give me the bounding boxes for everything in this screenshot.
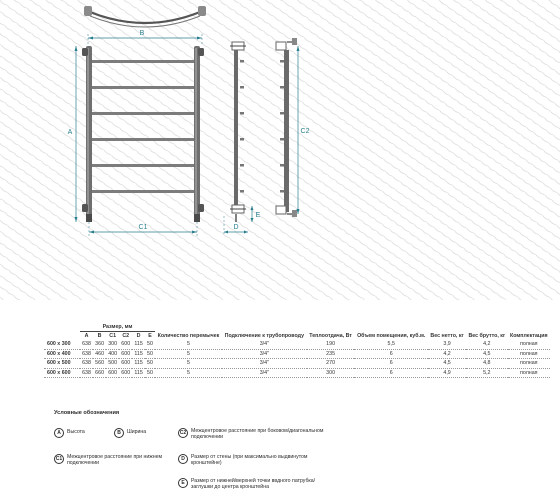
size-cell: 600 x 400: [47, 350, 71, 357]
legend-item-c1: [54, 454, 164, 466]
dim-cell: 460: [95, 350, 105, 357]
value-cell: 4,9: [443, 369, 451, 376]
col-header-net-weight: Вес нетто, кг: [430, 333, 464, 340]
dim-cell: 638: [82, 369, 91, 376]
value-cell: 3/4": [259, 360, 269, 367]
dim-label-c2: C2: [300, 128, 310, 135]
col-header-kit: Комплектация: [509, 333, 548, 340]
legend-text: Ширина: [127, 429, 147, 435]
legend: [54, 410, 354, 504]
size-cell: 600 x 600: [47, 369, 71, 376]
dim-label-c1: C1: [138, 224, 148, 231]
value-cell: 5,2: [483, 369, 491, 376]
value-cell: 4,2: [483, 341, 491, 348]
dim-cell: 400: [108, 350, 118, 357]
value-cell: полная: [520, 341, 538, 348]
table-row: [44, 359, 550, 368]
col-header-crossbars: Количество перемычек: [157, 333, 220, 340]
value-cell: 5: [186, 360, 190, 367]
size-cell: 600 x 300: [47, 341, 71, 348]
dim-cell: 500: [108, 360, 118, 367]
value-cell: 5: [186, 350, 190, 357]
dim-cell: 660: [95, 369, 105, 376]
value-cell: полная: [520, 350, 538, 357]
dim-cell: 115: [134, 341, 143, 348]
dim-cell: 638: [82, 350, 91, 357]
legend-text: Межцентровое расстояние при нижнем подключении: [67, 454, 163, 467]
subheader-e: E: [145, 332, 155, 341]
legend-item-b: [114, 428, 146, 438]
table-row: [44, 349, 550, 358]
legend-key: C2: [179, 430, 187, 436]
dim-cell: 600: [108, 369, 118, 376]
value-cell: 3,9: [443, 341, 451, 348]
dim-cell: 638: [82, 360, 91, 367]
legend-key: D: [178, 454, 188, 464]
legend-text: Межцентровое расстояние при боковом/диагональном подключении: [191, 428, 324, 441]
subheader-d: D: [132, 332, 145, 341]
value-cell: 4,2: [443, 350, 451, 357]
dim-cell: 115: [134, 350, 143, 357]
legend-key: C1: [55, 456, 63, 462]
value-cell: 235: [326, 350, 336, 357]
value-cell: 5,5: [387, 341, 395, 348]
dim-cell: 600: [121, 350, 131, 357]
dim-label-b: B: [139, 30, 145, 37]
dim-label-e: E: [255, 212, 261, 219]
legend-key: A: [54, 428, 64, 438]
col-header-heat-output: Теплоотдача, Вт: [309, 333, 352, 340]
dim-cell: 600: [121, 341, 131, 348]
legend-text: Высота: [67, 429, 85, 435]
value-cell: 5: [186, 369, 190, 376]
dim-cell: 638: [82, 341, 91, 348]
value-cell: 3/4": [259, 350, 269, 357]
col-header-room-volume: Объем помещения, куб.м.: [357, 333, 426, 340]
spec-table-header-row: [44, 323, 550, 332]
dim-cell: 115: [134, 369, 143, 376]
legend-item-e: [178, 478, 334, 490]
value-cell: 5: [186, 341, 190, 348]
value-cell: 4,5: [443, 360, 451, 367]
legend-key: E: [178, 478, 188, 488]
legend-item-c2: [178, 428, 328, 440]
value-cell: 4,8: [483, 360, 491, 367]
value-cell: 3/4": [259, 369, 269, 376]
value-cell: полная: [520, 360, 538, 367]
dim-cell: 600: [121, 369, 131, 376]
dim-cell: 50: [147, 369, 153, 376]
legend-text: Размер от стены (при максимально выдвинутом кронштейне): [191, 454, 308, 467]
spec-table: [44, 323, 550, 378]
value-cell: 3/4": [259, 341, 269, 348]
dim-cell: 360: [95, 341, 105, 348]
subheader-c2: C2: [119, 332, 132, 341]
table-row: [44, 368, 550, 377]
legend-item-a: [54, 428, 85, 438]
subheader-b: B: [93, 332, 106, 341]
value-cell: 4,5: [483, 350, 491, 357]
value-cell: 6: [389, 360, 393, 367]
dim-label-a: A: [67, 129, 73, 136]
value-cell: полная: [520, 369, 538, 376]
legend-text: Размер от нижней/верхней точки ввдного патрубка/заглушки до центра кронштейна: [191, 478, 316, 491]
subheader-a: A: [80, 332, 93, 341]
subheader-c1: C1: [106, 332, 119, 341]
legend-key: B: [114, 428, 124, 438]
legend-title: Условные обозначения: [54, 410, 120, 416]
table-row: [44, 340, 550, 349]
dim-cell: 560: [95, 360, 105, 367]
value-cell: 190: [326, 341, 336, 348]
dim-cell: 115: [134, 360, 143, 367]
col-header-gross-weight: Вес брутто, кг: [468, 333, 506, 340]
dim-cell: 600: [121, 360, 131, 367]
dim-cell: 50: [147, 341, 153, 348]
value-cell: 6: [389, 369, 393, 376]
value-cell: 6: [389, 350, 393, 357]
value-cell: 270: [326, 360, 336, 367]
dim-cell: 50: [147, 360, 153, 367]
dim-label-d: D: [233, 224, 239, 231]
dim-cell: 50: [147, 350, 153, 357]
size-header: Размер, мм: [102, 324, 133, 330]
dim-cell: 300: [108, 341, 118, 348]
legend-item-d: [178, 454, 328, 466]
value-cell: 300: [326, 369, 336, 376]
col-header-connection: Подключение к трубопроводу: [224, 333, 305, 340]
size-cell: 600 x 500: [47, 360, 71, 367]
